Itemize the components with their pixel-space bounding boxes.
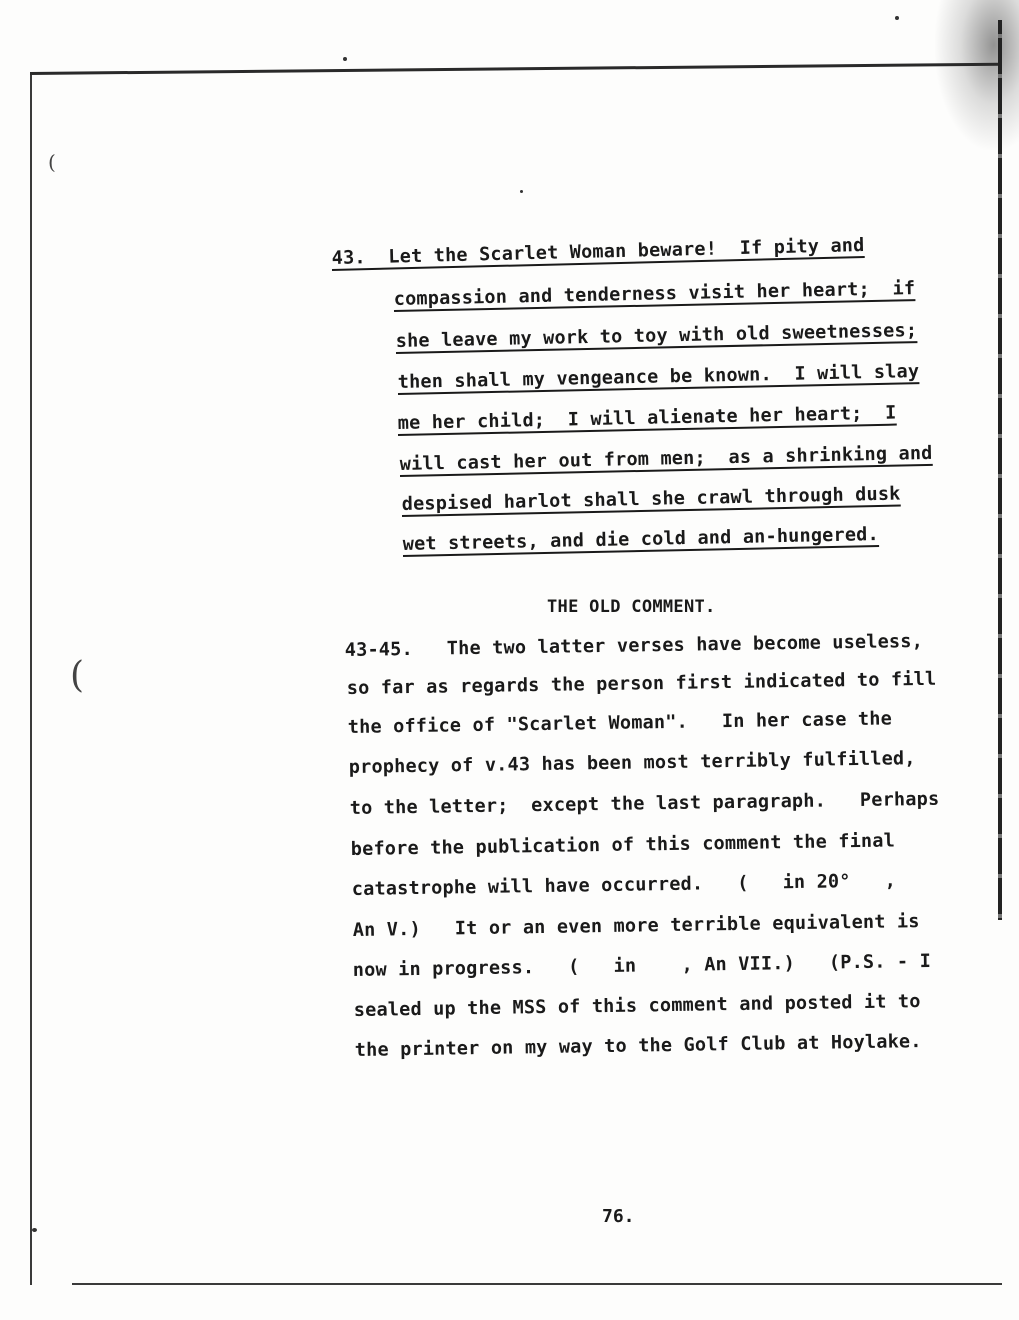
verse-line: despised harlot shall she crawl through dusk (401, 483, 901, 516)
comment-line: to the letter; except the last paragraph. Perhaps (349, 788, 940, 820)
comment-line: now in progress. ( in , An VII.) (P.S. - I (352, 950, 932, 982)
margin-mark: ( (48, 150, 56, 174)
comment-line: the office of "Scarlet Woman". In her case the (347, 708, 893, 739)
page-border-left (30, 75, 32, 1285)
comment-line: sealed up the MSS of this comment and posted it to (353, 991, 921, 1022)
verse-line: me her child; I will alienate her heart; I (397, 402, 897, 435)
verse-line: compassion and tenderness visit her heart; if (393, 278, 916, 311)
verse-line: will cast her out from men; as a shrinking and (399, 442, 933, 476)
verse-line: 43. Let the Scarlet Woman beware! If pity and (331, 234, 865, 270)
scan-speck (32, 1228, 37, 1232)
page-border-right (998, 20, 1002, 920)
page-border-top (30, 63, 1000, 75)
page-border-bottom (72, 1283, 1002, 1285)
scan-speck (520, 190, 523, 193)
scan-smudge (935, 0, 1019, 150)
comment-line: An V.) It or an even more terrible equivalent is (352, 911, 920, 942)
comment-heading: THE OLD COMMENT. (547, 597, 716, 617)
verse-line: wet streets, and die cold and an-hungered. (402, 524, 880, 556)
comment-line: the printer on my way to the Golf Club at Hoylake. (354, 1031, 922, 1062)
scan-speck (343, 57, 347, 61)
verse-line: she leave my work to toy with old sweetnesses; (395, 320, 918, 353)
verse-line: then shall my vengeance be known. I will slay (397, 361, 920, 394)
comment-line: so far as regards the person first indicated to fill (346, 668, 937, 700)
comment-line: before the publication of this comment the final (350, 830, 896, 861)
page-number: 76. (602, 1206, 635, 1227)
margin-mark: ( (70, 655, 85, 696)
comment-line: catastrophe will have occurred. ( in 20° , (351, 870, 897, 901)
comment-line: prophecy of v.43 has been most terribly fulfilled, (348, 748, 916, 779)
comment-line: 43-45. The two latter verses have become useless, (344, 630, 924, 662)
scan-speck (895, 16, 899, 20)
